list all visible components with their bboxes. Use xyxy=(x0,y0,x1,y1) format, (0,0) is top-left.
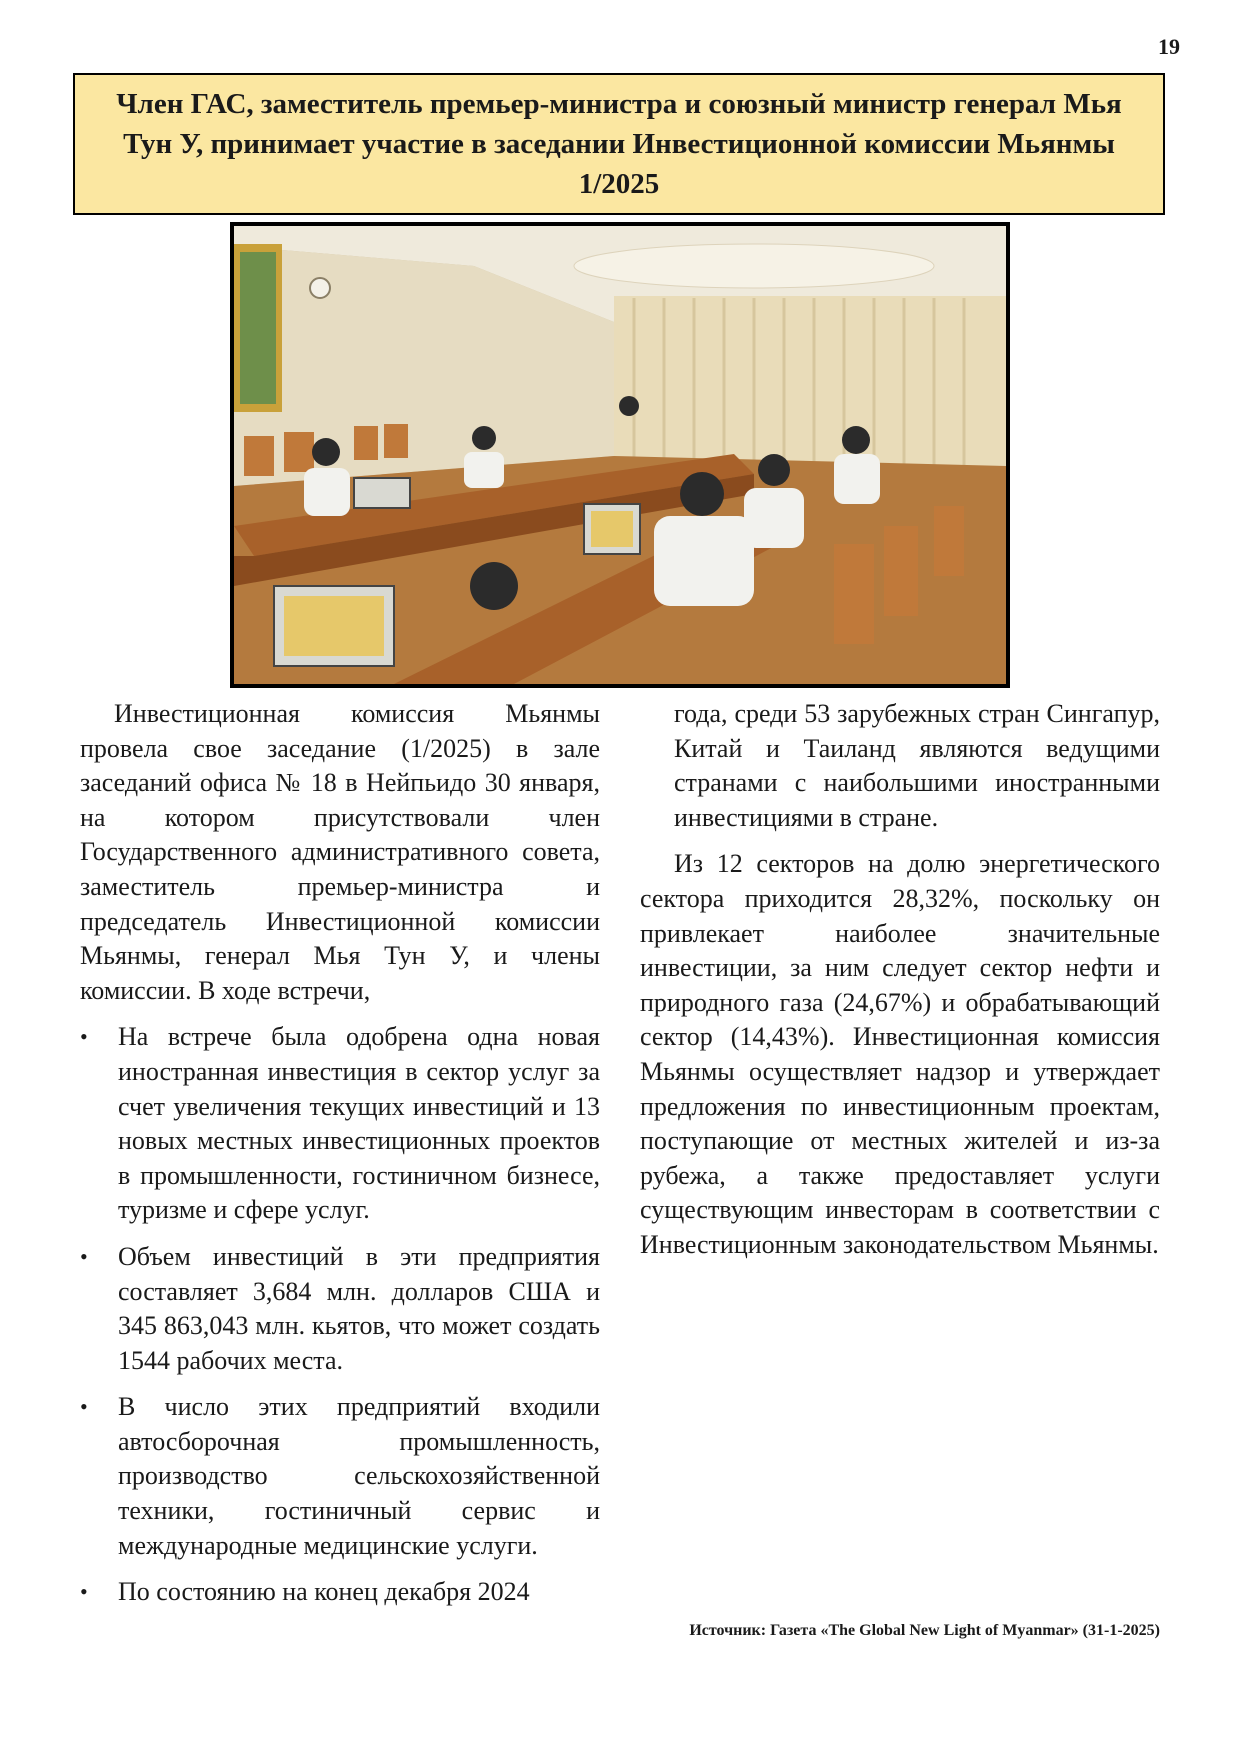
bullet-text: В число этих предприятий входили автосборочная промышленность, производство сельскохозяйственной техники, гостиничный сервис и международные медицинские услуги. xyxy=(118,1392,600,1560)
bullet-text: На встрече была одобрена одна новая иностранная инвестиция в сектор услуг за счет увеличения текущих инвестиций и 13 новых местных инвестиционных проектов в промышленности, гостиничном бизнесе, туризме и сфере услуг. xyxy=(118,1022,600,1225)
bullet-icon: • xyxy=(80,1243,88,1269)
page-title: Член ГАС, заместитель премьер-министра и союзный министр генерал Мья Тун У, принимает участие в заседании Инвестиционной комиссии Мьянмы 1/2025 xyxy=(116,88,1122,200)
list-item xyxy=(80,1390,600,1563)
list-item xyxy=(80,1240,600,1378)
bullet-icon: • xyxy=(80,1394,88,1420)
page-number: 19 xyxy=(1158,34,1180,59)
title-box xyxy=(73,73,1165,215)
left-column xyxy=(80,697,600,1610)
sectors-paragraph: Из 12 секторов на долю энергетического сектора приходится 28,32%, поскольку он привлекает наиболее значительные инвестиции, за ним следует сектор нефти и природного газа (24,67%) и обрабатывающий сектор (14,43%). Инвестиционная комиссия Мьянмы осуществляет надзор и утверждает предложения по инвестиционным проектам, поступающие от местных жителей и из-за рубежа, а также предоставляет услуги существующим инвесторам в соответствии с Инвестиционным законодательством Мьянмы. xyxy=(640,849,1160,1259)
source-credit: Источник: Газета «The Global New Light of Myanmar» (31-1-2025) xyxy=(689,1622,1160,1639)
bullet-text: Объем инвестиций в эти предприятия составляет 3,684 млн. долларов США и 345 863,043 млн. кьятов, что может создать 1544 рабочих места. xyxy=(118,1241,600,1375)
list-item xyxy=(80,1575,600,1610)
bullet-icon: • xyxy=(80,1579,88,1605)
intro-paragraph: Инвестиционная комиссия Мьянмы провела свое заседание (1/2025) в зале заседаний офиса № 18 в Нейпьидо 30 января, на котором присутствовали член Государственного административного совета, заместитель премьер-министра и председатель Инвестиционной комиссии Мьянмы, генерал Мья Тун У, и члены комиссии. В ходе встречи, xyxy=(80,699,600,1005)
continuation-paragraph: года, среди 53 зарубежных стран Сингапур, Китай и Таиланд являются ведущими странами с наибольшими иностранными инвестициями в стране. xyxy=(674,699,1160,832)
meeting-photo xyxy=(230,222,1010,688)
meeting-room-illustration xyxy=(234,226,1006,684)
bullet-icon: • xyxy=(80,1024,88,1050)
list-item xyxy=(80,1020,600,1228)
bullet-list xyxy=(80,1020,600,1610)
right-column xyxy=(640,697,1160,1263)
bullet-text: По состоянию на конец декабря 2024 xyxy=(118,1577,530,1607)
